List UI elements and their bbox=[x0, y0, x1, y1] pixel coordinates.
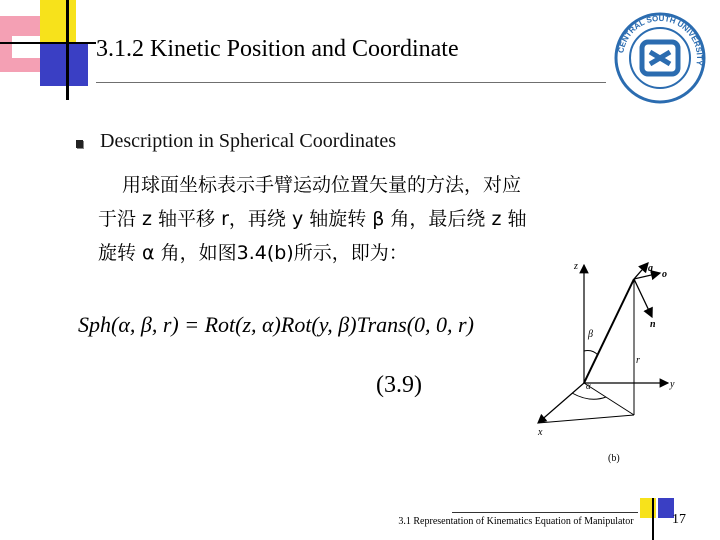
label-alpha: α bbox=[586, 381, 591, 391]
label-z: z bbox=[574, 261, 578, 272]
beta-arc bbox=[584, 351, 598, 356]
label-a: a bbox=[648, 263, 653, 274]
figure-caption: (b) bbox=[608, 453, 620, 464]
body-line-2: 于沿 z 轴平移 r，再绕 y 轴旋转 β 角，最后绕 z 轴 bbox=[98, 208, 527, 230]
spherical-coordinates-figure bbox=[520, 255, 700, 465]
page-number: 17 bbox=[672, 512, 686, 527]
projection-x bbox=[538, 415, 634, 423]
body-line-1: 用球面坐标表示手臂运动位置矢量的方法，对应 bbox=[122, 174, 522, 196]
slide-title: 3.1.2 Kinetic Position and Coordinate bbox=[96, 36, 459, 62]
equation: Sph(α, β, r) = Rot(z, α)Rot(y, β)Trans(0, 0, r) bbox=[78, 312, 474, 337]
footer-rule bbox=[452, 512, 638, 513]
n-vector bbox=[634, 279, 652, 317]
label-beta: β bbox=[588, 329, 593, 340]
corner-decoration bbox=[0, 0, 96, 100]
title-underline bbox=[96, 82, 606, 83]
label-y: y bbox=[670, 379, 675, 390]
logo-ring-text: CENTRAL SOUTH UNIVERSITY bbox=[616, 13, 705, 67]
university-logo bbox=[614, 12, 706, 104]
label-x: x bbox=[538, 427, 543, 438]
label-r: r bbox=[636, 355, 640, 366]
label-o: o bbox=[662, 269, 667, 280]
bullet-icon bbox=[76, 140, 83, 148]
x-axis bbox=[538, 383, 584, 423]
section-subtitle: Description in Spherical Coordinates bbox=[100, 130, 397, 152]
label-n: n bbox=[650, 319, 656, 330]
footer-text: 3.1 Representation of Kinematics Equation of Manipulator bbox=[398, 516, 634, 527]
equation-number: (3.9) bbox=[376, 372, 422, 398]
body-line-3: 旋转 α 角，如图3.4(b)所示，即为： bbox=[98, 242, 408, 264]
